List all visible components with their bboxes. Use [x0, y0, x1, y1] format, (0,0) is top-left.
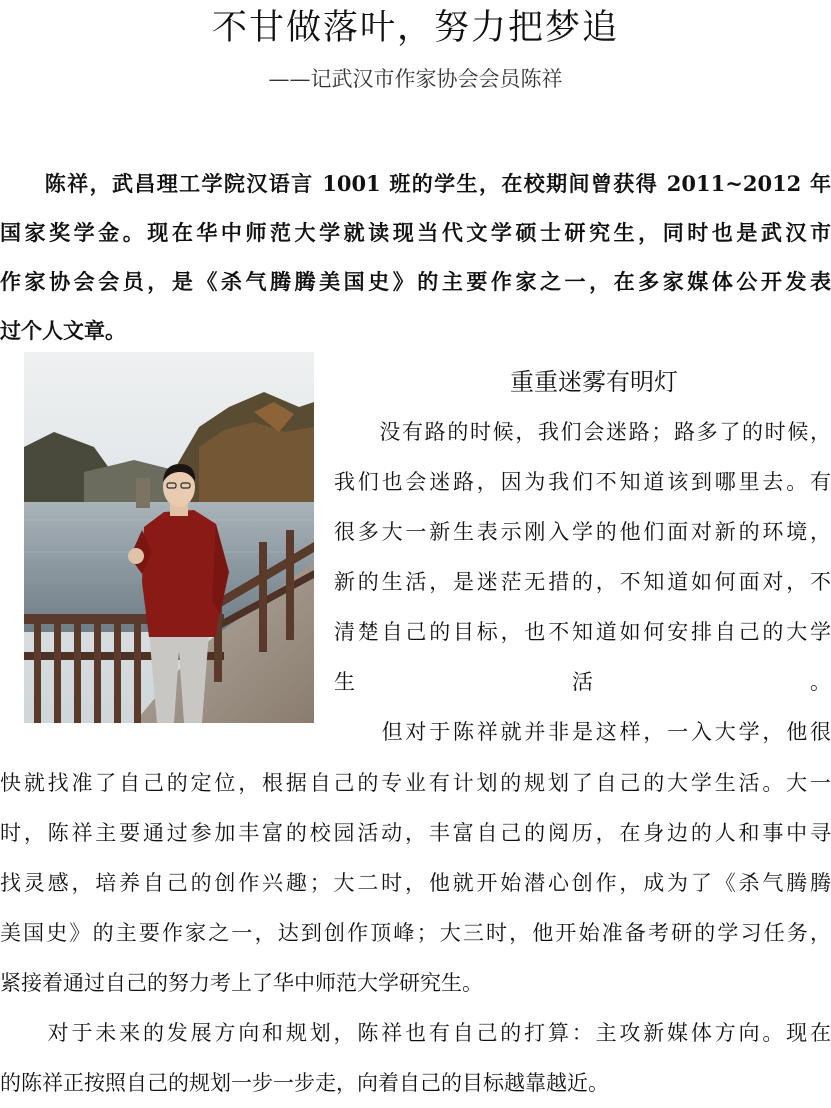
intro-line: 陈祥，武昌理工学院汉语言 1001 班的学生，在校期间曾获得 2011~2012 年 [0, 171, 831, 196]
side-line: 我们也会迷路，因为我们不知道该到哪里去。有 [334, 470, 831, 494]
side-line: 没有路的时候，我们会迷路；路多了的时候， [334, 420, 831, 444]
intro-line: 国家奖学金。现在华中师范大学就读现当代文学硕士研究生，同时也是武汉市 [0, 220, 831, 245]
intro-line: 作家协会会员，是《杀气腾腾美国史》的主要作家之一，在多家媒体公开发表 [0, 269, 831, 294]
side-line: 新的生活，是迷茫无措的，不知道如何面对，不 [334, 570, 831, 594]
side-line: 生活。 [334, 670, 831, 694]
body-line: 对于未来的发展方向和规划，陈祥也有自己的打算：主攻新媒体方向。现在 [0, 1021, 831, 1045]
article-subtitle: ——记武汉市作家协会会员陈祥 [268, 67, 563, 91]
side-line: 但对于陈祥就并非是这样，一入大学，他很 [334, 720, 831, 744]
body-line: 时，陈祥主要通过参加丰富的校园活动，丰富自己的阅历，在身边的人和事中寻 [0, 821, 831, 845]
intro-line: 过个人文章。 [0, 318, 126, 343]
article-title: 不甘做落叶，努力把梦追 [211, 8, 619, 48]
side-line: 很多大一新生表示刚入学的他们面对新的环境， [334, 520, 831, 544]
portrait-photo [24, 352, 314, 723]
body-line: 找灵感，培养自己的创作兴趣；大二时，他就开始潜心创作，成为了《杀气腾腾 [0, 871, 831, 895]
body-line: 快就找准了自己的定位，根据自己的专业有计划的规划了自己的大学生活。大一 [0, 771, 831, 795]
section-title: 重重迷雾有明灯 [510, 368, 678, 396]
body-line: 紧接着通过自己的努力考上了华中师范大学研究生。 [0, 971, 483, 995]
side-line: 清楚自己的目标，也不知道如何安排自己的大学 [334, 620, 831, 644]
portrait-photo-icon [24, 352, 314, 723]
body-line: 美国史》的主要作家之一，达到创作顶峰；大三时，他开始准备考研的学习任务， [0, 921, 831, 945]
body-line: 的陈祥正按照自己的规划一步一步走，向着自己的目标越靠越近。 [0, 1071, 609, 1095]
